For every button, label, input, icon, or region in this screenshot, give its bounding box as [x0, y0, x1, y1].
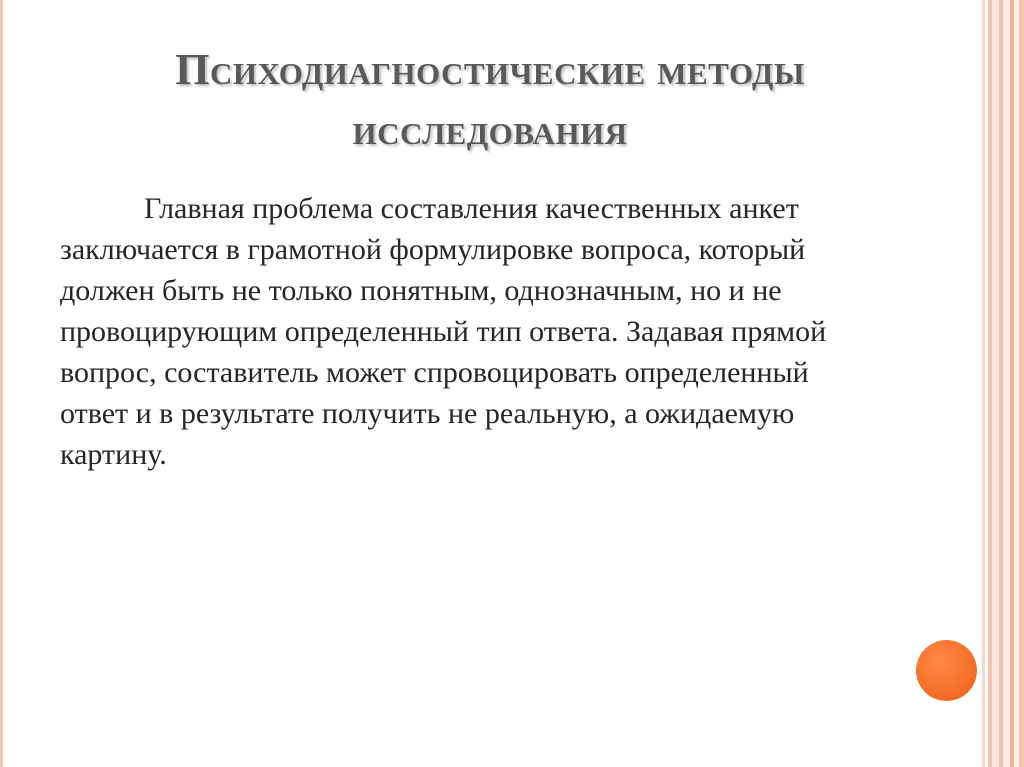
slide-title-line-1: Психодиагностические методы [175, 45, 805, 94]
orange-circle-decoration [916, 640, 977, 701]
decorative-stripes [982, 0, 1024, 767]
slide-title-line-2: исследования [352, 105, 628, 154]
slide-body-text: Главная проблема составления качественных анкет заключается в грамотной формулировке вопроса, который должен быть не только понятным, однозначным, но и не провоцирующим определенный тип ответа. Задавая прямой вопрос, составитель может спровоцировать определенный ответ и в результате получить не реальную, а ожидаемую картину. [60, 192, 827, 471]
slide-title [60, 40, 920, 160]
left-border-line [0, 0, 3, 767]
